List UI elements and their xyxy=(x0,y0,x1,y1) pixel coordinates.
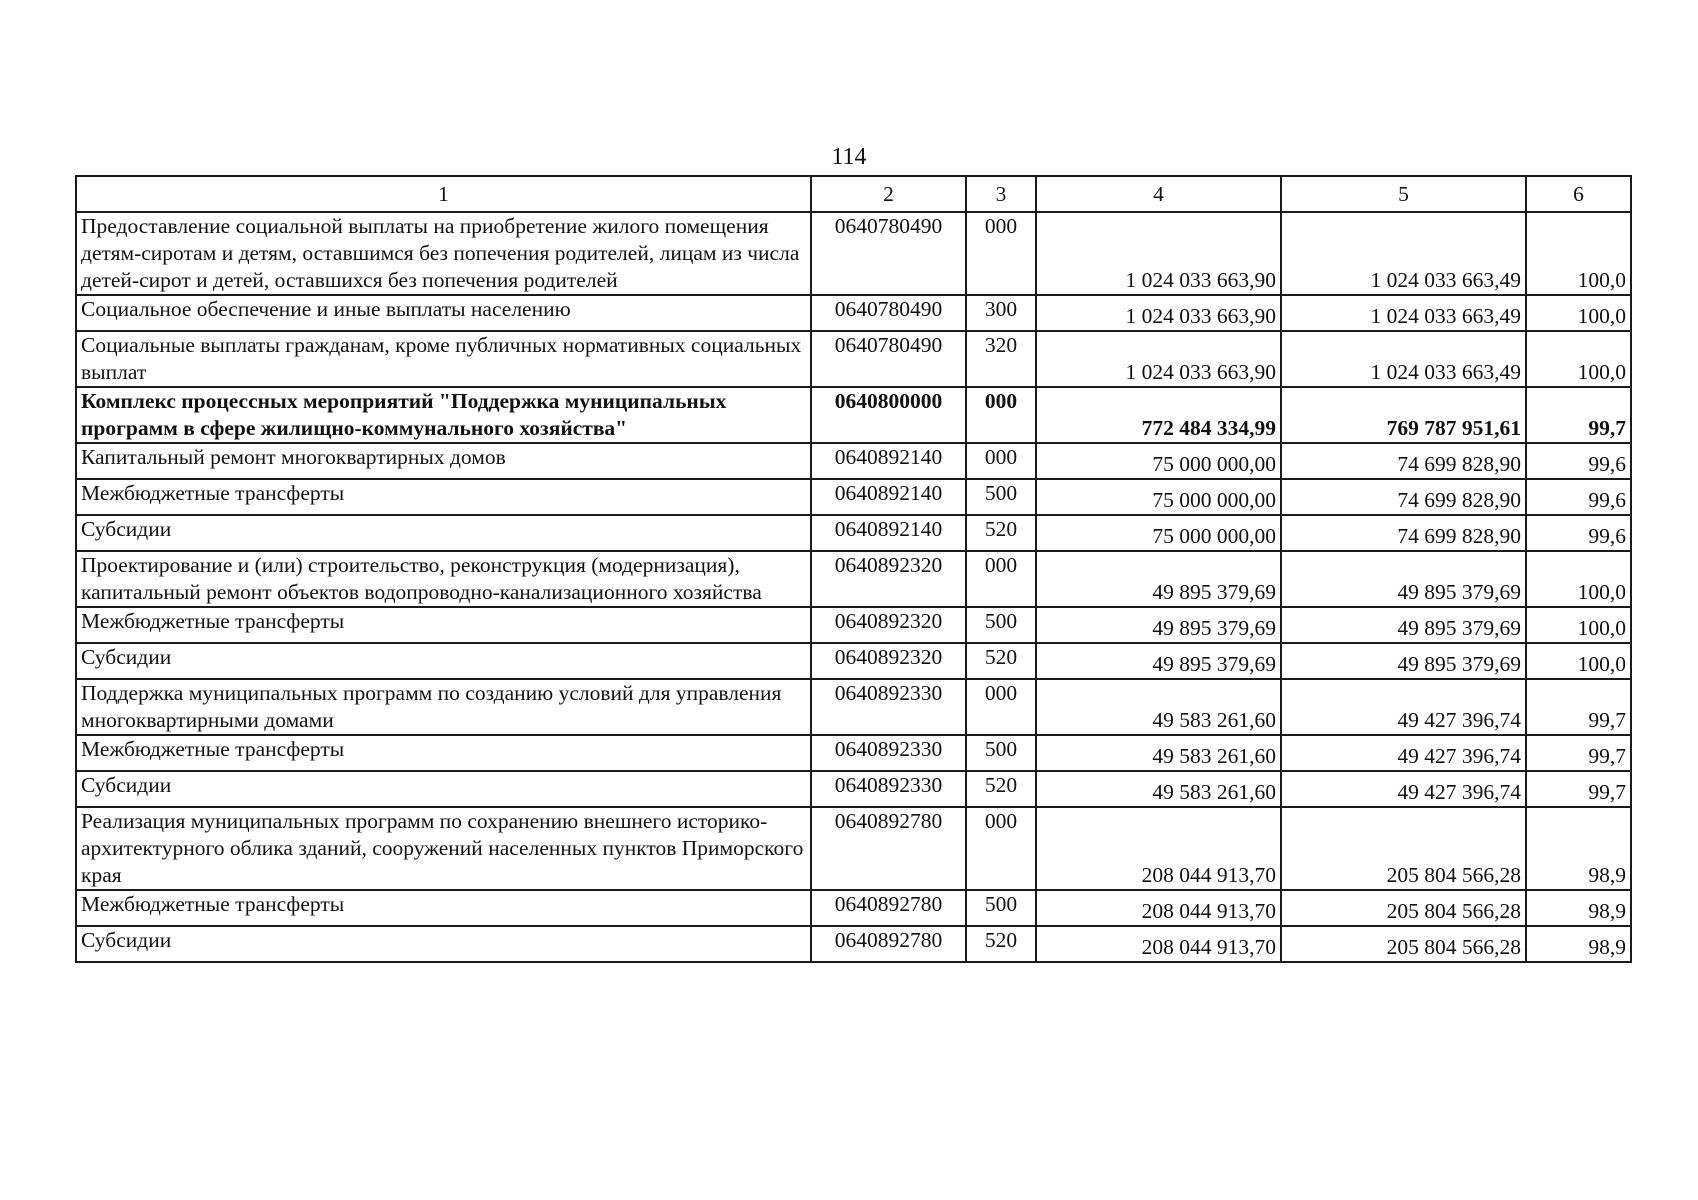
row-planned-amount-cell: 1 024 033 663,90 xyxy=(1036,212,1281,295)
row-code-cell: 0640892330 xyxy=(811,735,966,771)
row-executed-amount-cell: 74 699 828,90 xyxy=(1281,443,1526,479)
table-row xyxy=(76,443,1631,479)
row-planned-amount-cell: 49 583 261,60 xyxy=(1036,771,1281,807)
row-name-cell: Межбюджетные трансферты xyxy=(76,479,811,515)
row-percent-cell: 100,0 xyxy=(1526,295,1631,331)
row-name-cell: Капитальный ремонт многоквартирных домов xyxy=(76,443,811,479)
row-planned-amount-cell: 75 000 000,00 xyxy=(1036,443,1281,479)
table-row xyxy=(76,607,1631,643)
table-row xyxy=(76,479,1631,515)
row-percent-cell: 98,9 xyxy=(1526,807,1631,890)
row-expense-type-cell: 500 xyxy=(966,735,1036,771)
row-planned-amount-cell: 208 044 913,70 xyxy=(1036,807,1281,890)
row-executed-amount-cell: 49 427 396,74 xyxy=(1281,771,1526,807)
row-expense-type-cell: 520 xyxy=(966,926,1036,962)
row-planned-amount-cell: 49 895 379,69 xyxy=(1036,643,1281,679)
row-expense-type-cell: 000 xyxy=(966,807,1036,890)
row-name-cell: Комплекс процессных мероприятий "Поддержка муниципальных программ в сфере жилищно-коммунального хозяйства" xyxy=(76,387,811,443)
row-expense-type-cell: 300 xyxy=(966,295,1036,331)
row-code-cell: 0640892330 xyxy=(811,679,966,735)
row-code-cell: 0640780490 xyxy=(811,331,966,387)
row-name-cell: Межбюджетные трансферты xyxy=(76,890,811,926)
row-expense-type-cell: 000 xyxy=(966,679,1036,735)
row-code-cell: 0640892140 xyxy=(811,515,966,551)
row-executed-amount-cell: 1 024 033 663,49 xyxy=(1281,331,1526,387)
row-code-cell: 0640780490 xyxy=(811,212,966,295)
row-executed-amount-cell: 74 699 828,90 xyxy=(1281,479,1526,515)
row-percent-cell: 99,7 xyxy=(1526,387,1631,443)
row-expense-type-cell: 000 xyxy=(966,443,1036,479)
row-expense-type-cell: 000 xyxy=(966,387,1036,443)
row-percent-cell: 98,9 xyxy=(1526,890,1631,926)
row-expense-type-cell: 520 xyxy=(966,771,1036,807)
row-planned-amount-cell: 772 484 334,99 xyxy=(1036,387,1281,443)
row-code-cell: 0640892780 xyxy=(811,807,966,890)
row-expense-type-cell: 520 xyxy=(966,515,1036,551)
row-code-cell: 0640892140 xyxy=(811,479,966,515)
row-planned-amount-cell: 75 000 000,00 xyxy=(1036,515,1281,551)
table-row xyxy=(76,890,1631,926)
row-name-cell: Субсидии xyxy=(76,771,811,807)
row-name-cell: Проектирование и (или) строительство, реконструкция (модернизация), капитальный ремонт объектов водопроводно-канализационного хозяйства xyxy=(76,551,811,607)
row-executed-amount-cell: 49 895 379,69 xyxy=(1281,643,1526,679)
row-expense-type-cell: 500 xyxy=(966,479,1036,515)
table-row xyxy=(76,387,1631,443)
row-percent-cell: 100,0 xyxy=(1526,607,1631,643)
row-percent-cell: 99,6 xyxy=(1526,515,1631,551)
table-body xyxy=(76,212,1631,962)
row-name-cell: Социальные выплаты гражданам, кроме публичных нормативных социальных выплат xyxy=(76,331,811,387)
row-executed-amount-cell: 205 804 566,28 xyxy=(1281,926,1526,962)
table-row xyxy=(76,515,1631,551)
row-executed-amount-cell: 1 024 033 663,49 xyxy=(1281,295,1526,331)
row-name-cell: Предоставление социальной выплаты на приобретение жилого помещения детям-сиротам и детям, оставшимся без попечения родителей, лицам из числа детей-сирот и детей, оставшихся без попечения родителей xyxy=(76,212,811,295)
table-row xyxy=(76,926,1631,962)
row-name-cell: Реализация муниципальных программ по сохранению внешнего историко-архитектурного облика зданий, сооружений населенных пунктов Приморского края xyxy=(76,807,811,890)
row-name-cell: Межбюджетные трансферты xyxy=(76,607,811,643)
row-executed-amount-cell: 205 804 566,28 xyxy=(1281,890,1526,926)
header-col-1: 1 xyxy=(76,176,811,212)
table-row xyxy=(76,551,1631,607)
row-name-cell: Межбюджетные трансферты xyxy=(76,735,811,771)
row-percent-cell: 100,0 xyxy=(1526,331,1631,387)
row-planned-amount-cell: 1 024 033 663,90 xyxy=(1036,295,1281,331)
row-expense-type-cell: 000 xyxy=(966,212,1036,295)
page-number: 114 xyxy=(831,144,867,170)
table-row xyxy=(76,643,1631,679)
row-executed-amount-cell: 49 427 396,74 xyxy=(1281,735,1526,771)
row-code-cell: 0640892140 xyxy=(811,443,966,479)
row-percent-cell: 98,9 xyxy=(1526,926,1631,962)
row-expense-type-cell: 520 xyxy=(966,643,1036,679)
row-planned-amount-cell: 1 024 033 663,90 xyxy=(1036,331,1281,387)
row-planned-amount-cell: 49 583 261,60 xyxy=(1036,735,1281,771)
row-name-cell: Социальное обеспечение и иные выплаты населению xyxy=(76,295,811,331)
row-percent-cell: 99,7 xyxy=(1526,771,1631,807)
row-executed-amount-cell: 74 699 828,90 xyxy=(1281,515,1526,551)
row-planned-amount-cell: 49 895 379,69 xyxy=(1036,551,1281,607)
row-planned-amount-cell: 208 044 913,70 xyxy=(1036,926,1281,962)
row-expense-type-cell: 320 xyxy=(966,331,1036,387)
table-row xyxy=(76,331,1631,387)
header-col-6: 6 xyxy=(1526,176,1631,212)
row-percent-cell: 99,6 xyxy=(1526,443,1631,479)
row-name-cell: Субсидии xyxy=(76,643,811,679)
table-row xyxy=(76,295,1631,331)
row-executed-amount-cell: 49 427 396,74 xyxy=(1281,679,1526,735)
row-executed-amount-cell: 205 804 566,28 xyxy=(1281,807,1526,890)
row-code-cell: 0640892320 xyxy=(811,551,966,607)
budget-table xyxy=(75,175,1632,963)
row-name-cell: Субсидии xyxy=(76,926,811,962)
row-executed-amount-cell: 49 895 379,69 xyxy=(1281,607,1526,643)
row-percent-cell: 100,0 xyxy=(1526,212,1631,295)
row-code-cell: 0640892330 xyxy=(811,771,966,807)
row-code-cell: 0640892780 xyxy=(811,926,966,962)
table-row xyxy=(76,807,1631,890)
row-executed-amount-cell: 1 024 033 663,49 xyxy=(1281,212,1526,295)
header-col-3: 3 xyxy=(966,176,1036,212)
header-col-4: 4 xyxy=(1036,176,1281,212)
header-col-5: 5 xyxy=(1281,176,1526,212)
row-percent-cell: 99,6 xyxy=(1526,479,1631,515)
row-expense-type-cell: 500 xyxy=(966,607,1036,643)
row-percent-cell: 99,7 xyxy=(1526,679,1631,735)
row-expense-type-cell: 500 xyxy=(966,890,1036,926)
row-executed-amount-cell: 49 895 379,69 xyxy=(1281,551,1526,607)
row-code-cell: 0640800000 xyxy=(811,387,966,443)
row-planned-amount-cell: 49 583 261,60 xyxy=(1036,679,1281,735)
table-row xyxy=(76,771,1631,807)
table-row xyxy=(76,212,1631,295)
row-planned-amount-cell: 75 000 000,00 xyxy=(1036,479,1281,515)
row-planned-amount-cell: 208 044 913,70 xyxy=(1036,890,1281,926)
row-code-cell: 0640892780 xyxy=(811,890,966,926)
row-code-cell: 0640780490 xyxy=(811,295,966,331)
row-percent-cell: 99,7 xyxy=(1526,735,1631,771)
row-name-cell: Субсидии xyxy=(76,515,811,551)
row-expense-type-cell: 000 xyxy=(966,551,1036,607)
header-row xyxy=(76,176,1631,212)
row-name-cell: Поддержка муниципальных программ по созданию условий для управления многоквартирными домами xyxy=(76,679,811,735)
row-planned-amount-cell: 49 895 379,69 xyxy=(1036,607,1281,643)
header-col-2: 2 xyxy=(811,176,966,212)
table-row xyxy=(76,735,1631,771)
row-code-cell: 0640892320 xyxy=(811,607,966,643)
row-code-cell: 0640892320 xyxy=(811,643,966,679)
row-percent-cell: 100,0 xyxy=(1526,551,1631,607)
table-row xyxy=(76,679,1631,735)
row-executed-amount-cell: 769 787 951,61 xyxy=(1281,387,1526,443)
row-percent-cell: 100,0 xyxy=(1526,643,1631,679)
